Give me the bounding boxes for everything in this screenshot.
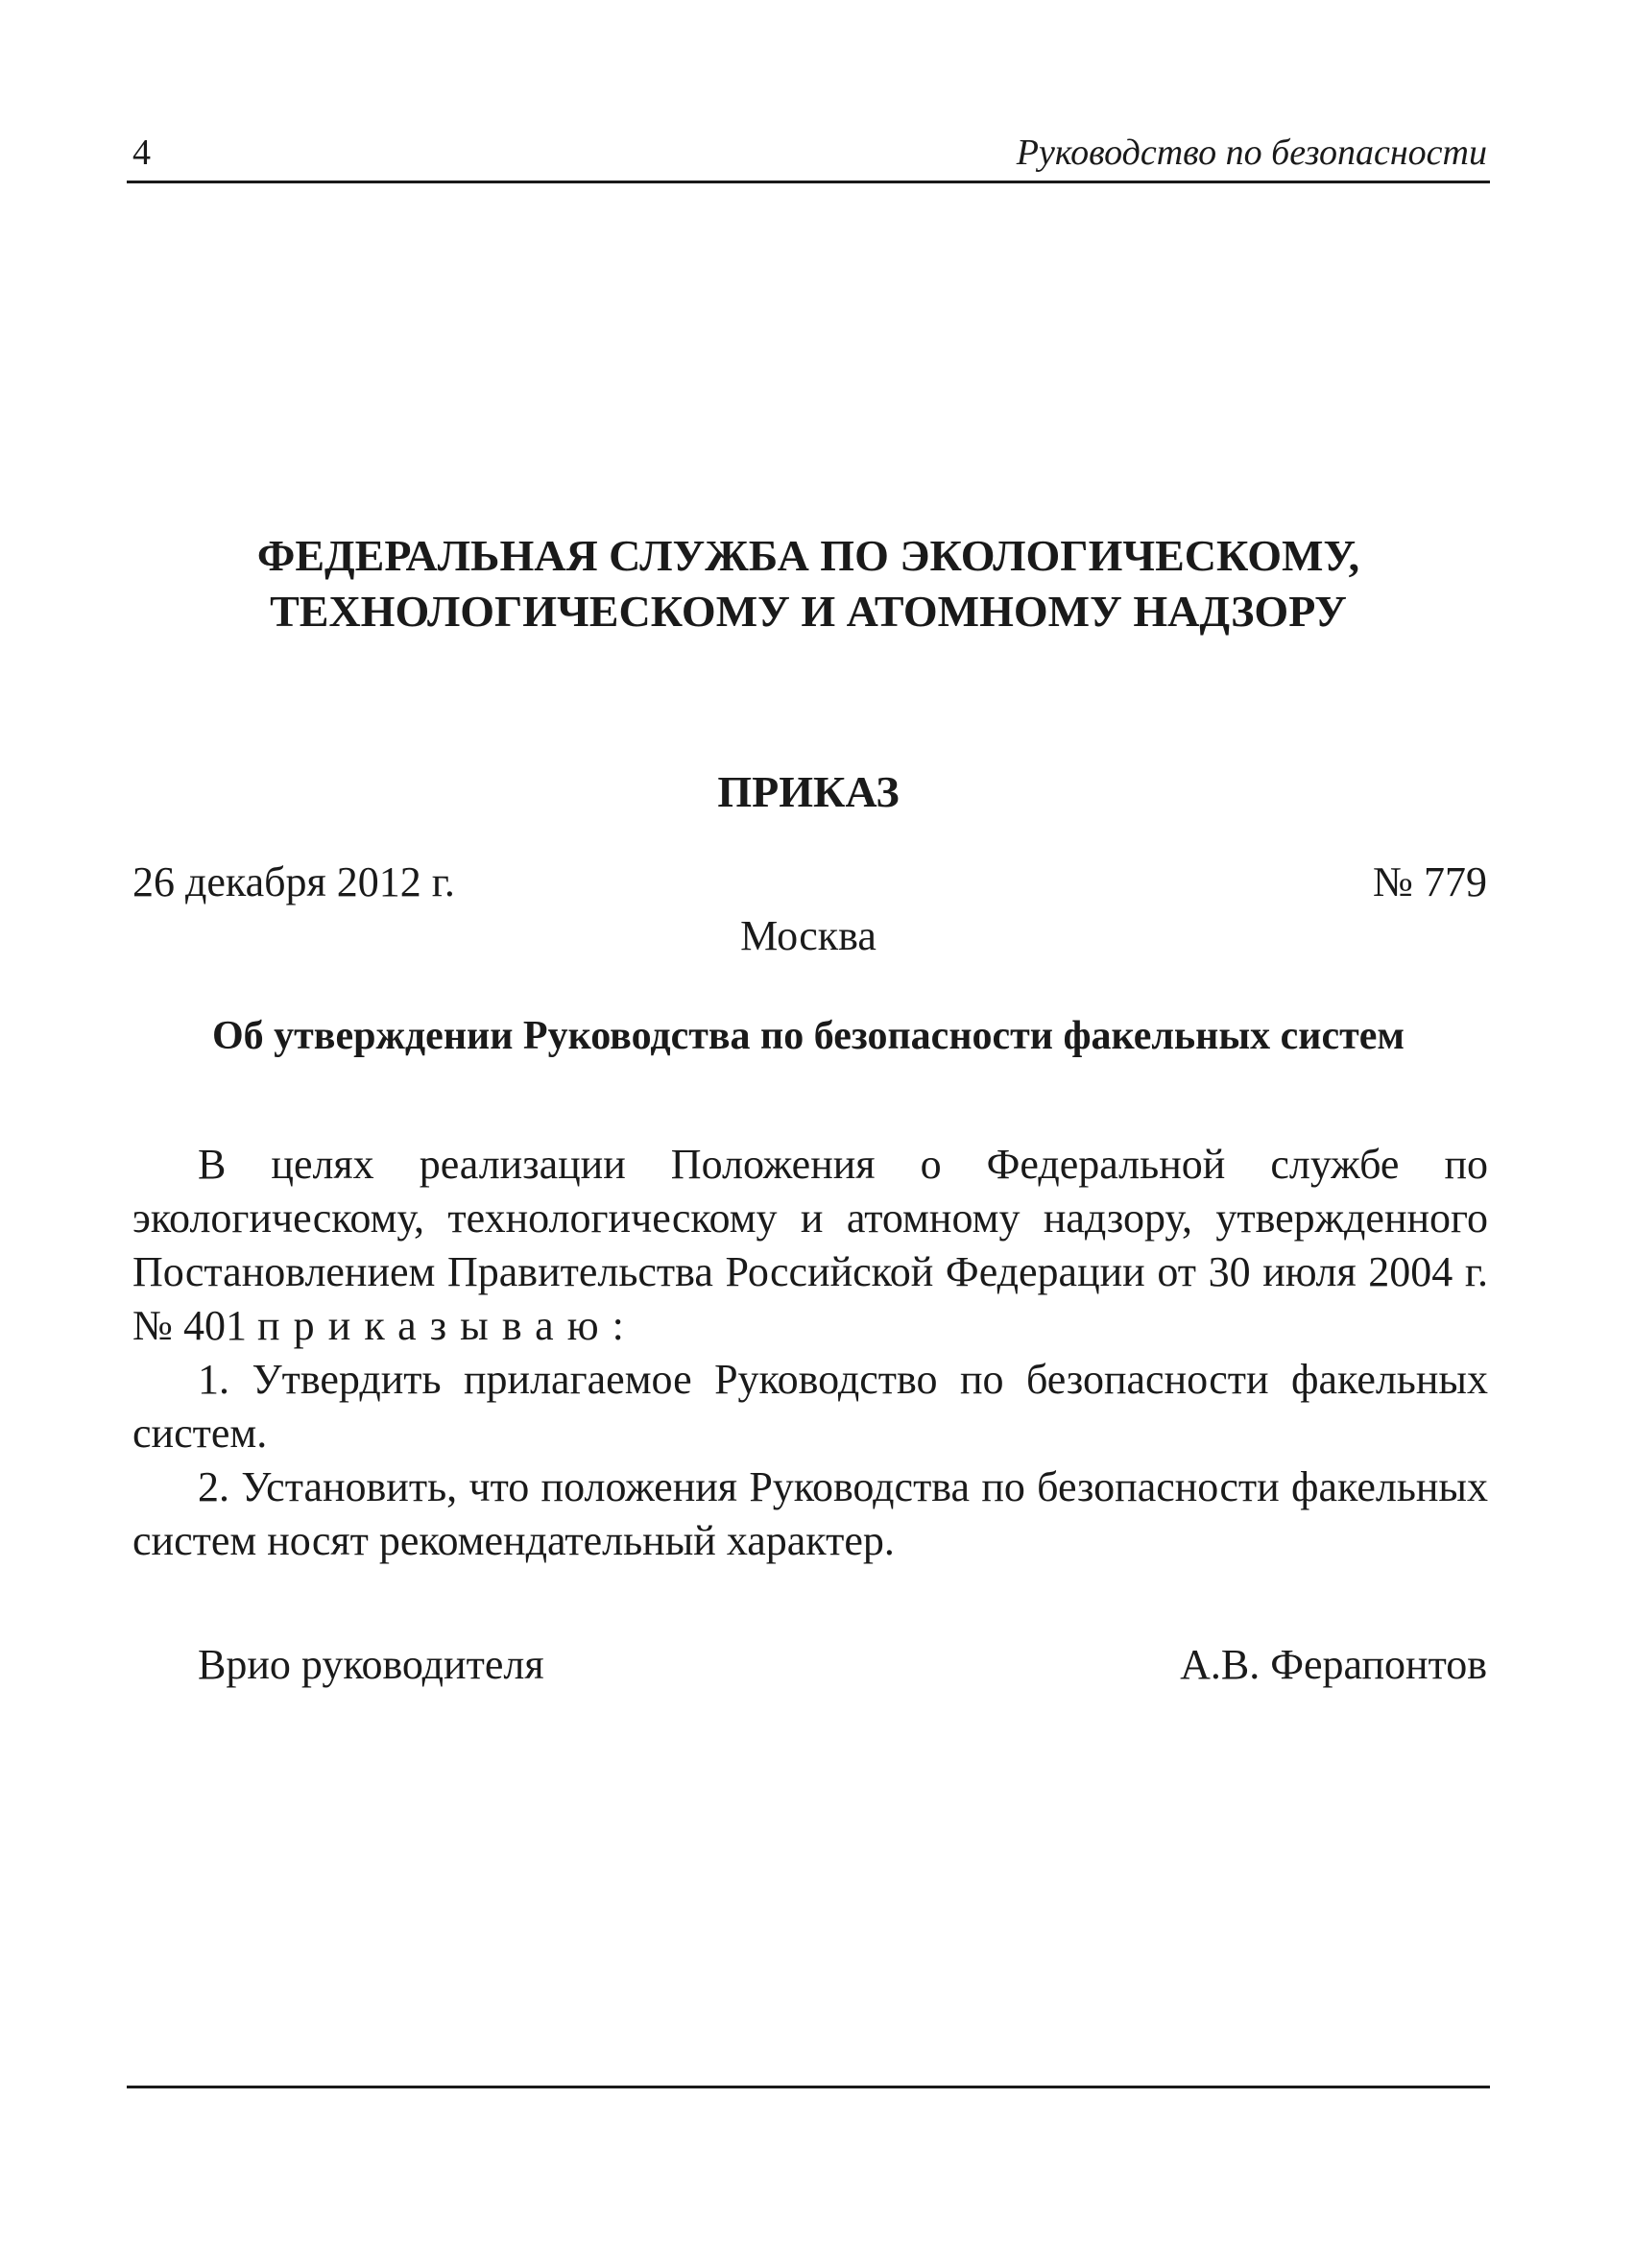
agency-name [127, 528, 1490, 639]
page-number: 4 [132, 133, 151, 173]
running-title: Руководство по безопасности [1016, 133, 1487, 173]
order-subject: Об утверждении Руководства по безопасности факельных систем [212, 1014, 1405, 1058]
preamble-text: В целях реализации Положения о Федеральной службе по экологическому, технологическому и атомному надзору, утвержденного Постановлением Правительства Российской Федерации от 30 июля 2004 г. № 401 [132, 1141, 1488, 1349]
order-number: № 779 [1373, 858, 1487, 905]
signer-title: Врио руководителя [198, 1641, 544, 1688]
order-item-2: 2. Установить, что положения Руководства по безопасности факельных систем носят рекомендательный характер. [132, 1463, 1488, 1564]
signer-name: А.В. Ферапонтов [1180, 1641, 1487, 1688]
agency-name-line-2: ТЕХНОЛОГИЧЕСКОМУ И АТОМНОМУ НАДЗОРУ [270, 587, 1347, 636]
directive-word: приказываю [256, 1302, 612, 1349]
order-preamble [132, 1138, 1488, 1353]
agency-name-line-1: ФЕДЕРАЛЬНАЯ СЛУЖБА ПО ЭКОЛОГИЧЕСКОМУ, [256, 531, 1360, 580]
order-item-1: 1. Утвердить прилагаемое Руководство по безопасности факельных систем. [132, 1356, 1488, 1457]
order-body [132, 1138, 1488, 1568]
footer-rule [127, 2086, 1490, 2088]
order-date: 26 декабря 2012 г. [132, 858, 455, 905]
document-type: ПРИКАЗ [717, 767, 900, 816]
directive-colon: : [612, 1302, 624, 1349]
order-city: Москва [740, 912, 877, 959]
header-rule [127, 181, 1490, 183]
